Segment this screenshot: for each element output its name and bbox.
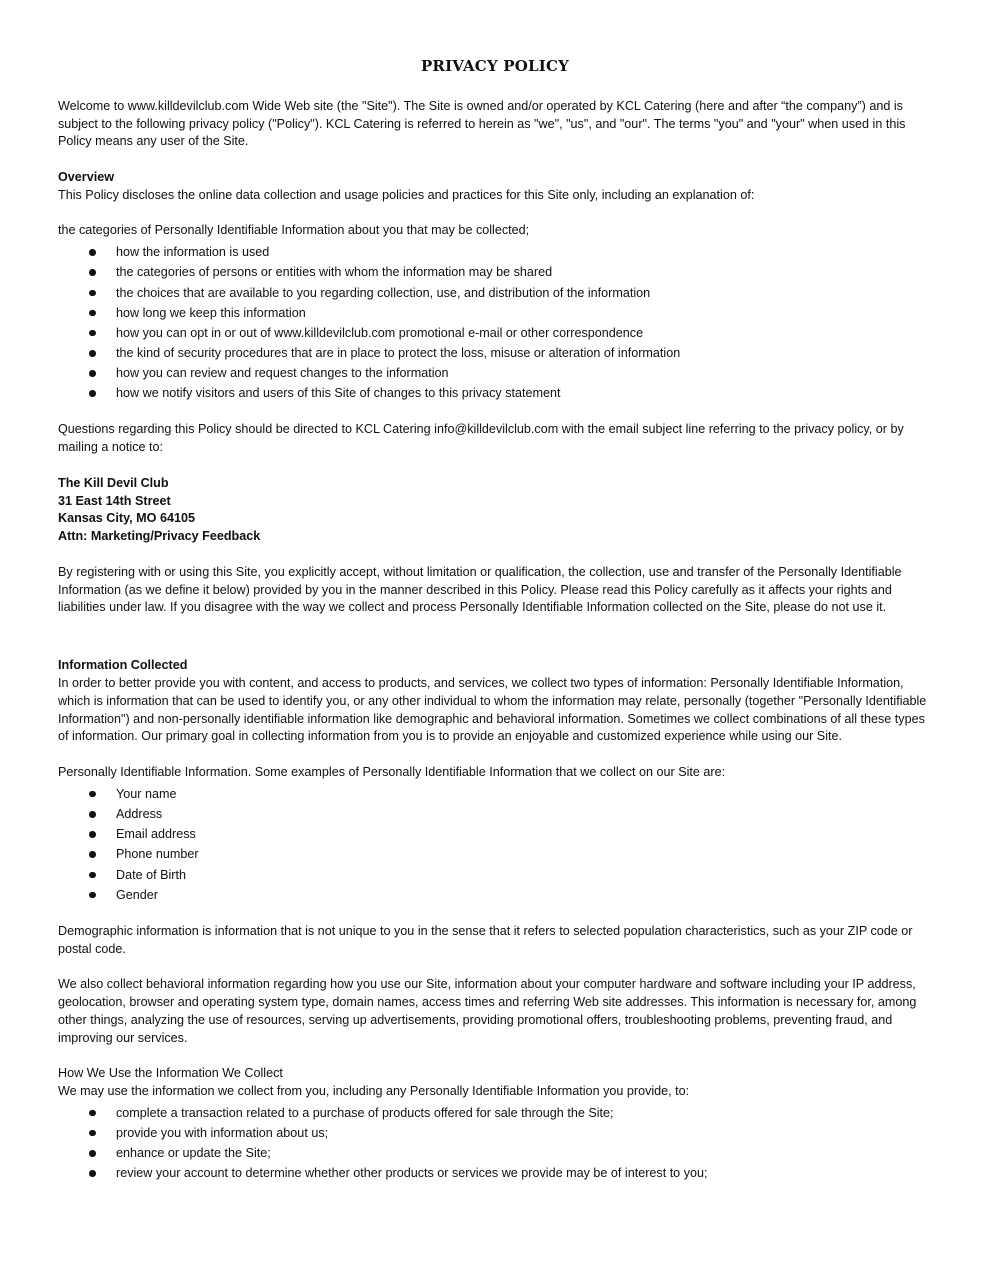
list-item: the choices that are available to you regarding collection, use, and distribution of the information: [58, 283, 932, 303]
bullet-icon: [89, 1150, 96, 1157]
overview-list: [58, 242, 932, 404]
address-line: Attn: Marketing/Privacy Feedback: [58, 529, 261, 544]
questions-paragraph: Questions regarding this Policy should be directed to KCL Catering info@killdevilclub.com with the email subject line referring to the privacy policy, or by mailing a notice to:: [58, 422, 904, 455]
bullet-icon: [89, 851, 96, 858]
list-item: Date of Birth: [58, 865, 932, 885]
bullet-icon: [89, 892, 96, 899]
behavioral-paragraph: We also collect behavioral information regarding how you use our Site, information about your computer hardware and software including your IP address, geolocation, browser and operating system type, domain names, access times and referring Web site addresses. This information is necessary for, among other things, analyzing the use of resources, serving up advertisements, providing promotional offers, troubleshooting problems, preventing fraud, and improving our services.: [58, 977, 917, 1045]
list-item: Address: [58, 804, 932, 824]
intro-paragraph: Welcome to www.killdevilclub.com Wide Web site (the "Site"). The Site is owned and/or operated by KCL Catering (here and after “the company”) and is subject to the following privacy policy ("Policy"). KCL Catering is referred to herein as "we", "us", and "our". The terms "you" and "your" when used in this Policy means any user of the Site.: [58, 98, 906, 149]
bullet-icon: [89, 290, 96, 297]
address-line: Kansas City, MO 64105: [58, 511, 195, 526]
bullet-icon: [89, 811, 96, 818]
bullet-icon: [89, 1130, 96, 1137]
bullet-icon: [89, 390, 96, 397]
overview-heading: Overview: [58, 169, 115, 184]
bullet-icon: [89, 791, 96, 798]
how-we-use-list: [58, 1103, 932, 1184]
overview-text: This Policy discloses the online data collection and usage policies and practices for this Site only, including an explanation of:: [58, 187, 755, 202]
bullet-icon: [89, 872, 96, 879]
address-line: 31 East 14th Street: [58, 493, 171, 508]
list-item: Your name: [58, 784, 932, 804]
list-item: review your account to determine whether other products or services we provide may be of interest to you;: [58, 1163, 932, 1183]
demographic-paragraph: Demographic information is information that is not unique to you in the sense that it refers to selected population characteristics, such as your ZIP code or postal code.: [58, 923, 913, 956]
bullet-icon: [89, 350, 96, 357]
list-item: Gender: [58, 885, 932, 905]
bullet-icon: [89, 310, 96, 317]
list-item: how you can opt in or out of www.killdevilclub.com promotional e-mail or other correspondence: [58, 323, 932, 343]
list-item: the kind of security procedures that are in place to protect the loss, misuse or alteration of information: [58, 343, 932, 363]
registering-paragraph: By registering with or using this Site, you explicitly accept, without limitation or qualification, the collection, use and transfer of the Personally Identifiable Information (as we define it below) provided by you in the manner described in this Policy. Please read this Policy carefully as it affects your rights and liabilities under law. If you disagree with the way we collect and process Personally Identifiable Information collected on the Site, please do not use it.: [58, 564, 902, 615]
info-collected-text: In order to better provide you with content, and access to products, and services, we collect two types of information: Personally Identifiable Information, which is information that can be used to identify you, or any other individual to whom the information may relate, personally (together "Personally Identifiable Information") and non-personally identifiable information like demographic and behavioral information. Sometimes we collect combinations of all these types of information. Our primary goal in collecting information from you is to provide an enjoyable and customized experience while using our Site.: [58, 676, 927, 744]
list-item: how the information is used: [58, 242, 932, 262]
bullet-icon: [89, 370, 96, 377]
list-item: Phone number: [58, 844, 932, 864]
bullet-icon: [89, 249, 96, 256]
list-item: the categories of persons or entities with whom the information may be shared: [58, 262, 932, 282]
info-collected-heading: Information Collected: [58, 658, 188, 673]
bullet-icon: [89, 330, 96, 337]
address-line: The Kill Devil Club: [58, 475, 169, 490]
mailing-address: [58, 475, 932, 546]
list-item: Email address: [58, 824, 932, 844]
bullet-icon: [89, 1170, 96, 1177]
list-item: how you can review and request changes to the information: [58, 363, 932, 383]
overview-list-intro: the categories of Personally Identifiable Information about you that may be collected;: [58, 223, 530, 238]
bullet-icon: [89, 1110, 96, 1117]
list-item: enhance or update the Site;: [58, 1143, 932, 1163]
pii-intro: Personally Identifiable Information. Some examples of Personally Identifiable Information that we collect on our Site are:: [58, 765, 726, 780]
how-we-use-heading: How We Use the Information We Collect: [58, 1066, 283, 1081]
list-item: how long we keep this information: [58, 303, 932, 323]
bullet-icon: [89, 831, 96, 838]
list-item: provide you with information about us;: [58, 1123, 932, 1143]
bullet-icon: [89, 269, 96, 276]
how-we-use-text: We may use the information we collect from you, including any Personally Identifiable Information you provide, to:: [58, 1083, 690, 1098]
list-item: complete a transaction related to a purchase of products offered for sale through the Site;: [58, 1103, 932, 1123]
pii-list: [58, 784, 932, 905]
page-title: PRIVACY POLICY: [420, 57, 570, 75]
list-item: how we notify visitors and users of this Site of changes to this privacy statement: [58, 383, 932, 403]
